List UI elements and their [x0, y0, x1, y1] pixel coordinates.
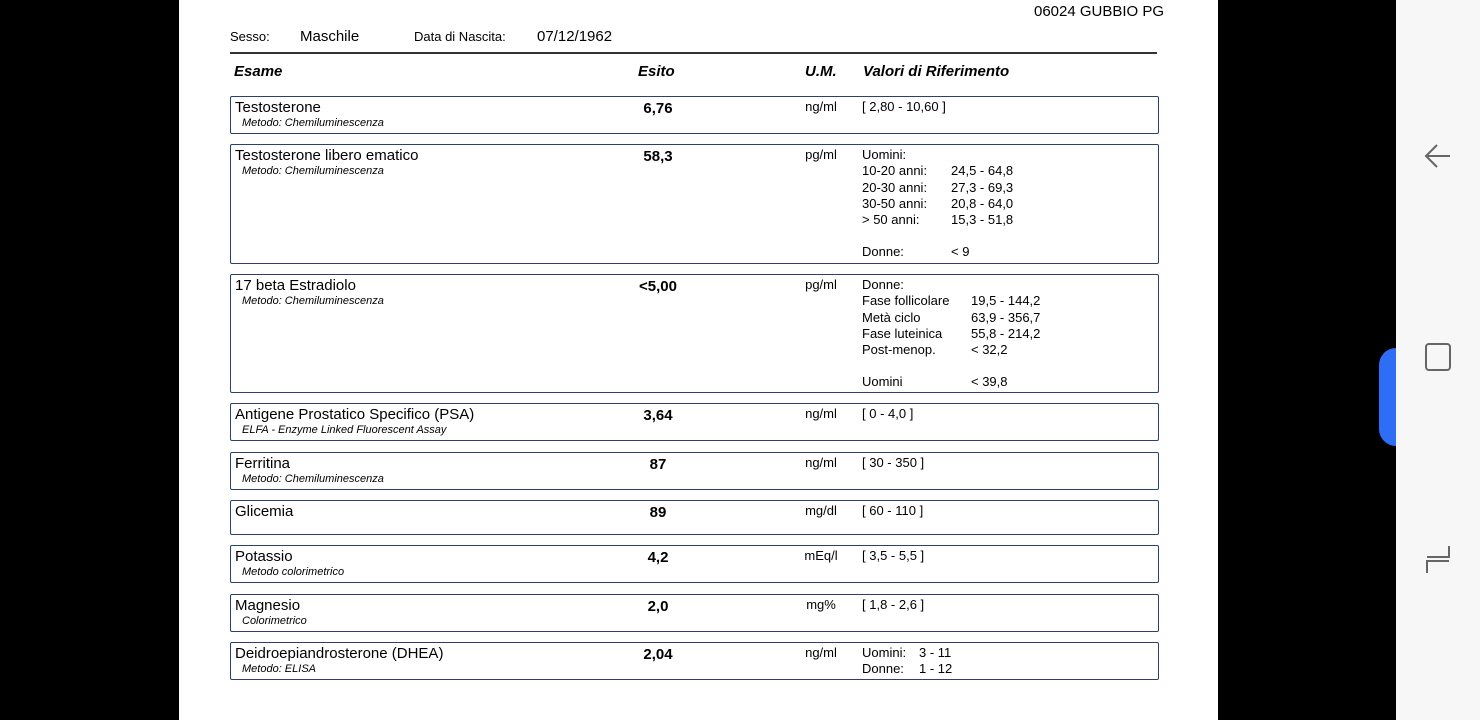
reference-value: 1 - 12	[919, 661, 953, 677]
back-icon[interactable]	[1422, 140, 1454, 172]
reference-value: < 32,2	[971, 342, 1008, 358]
report-page	[179, 0, 1218, 720]
test-method: ELFA - Enzyme Linked Fluorescent Assay	[242, 424, 447, 436]
test-row-ferritina	[230, 452, 1159, 490]
reference-value: 24,5 - 64,8	[951, 163, 1014, 179]
reference-label: [ 3,5 - 5,5 ]	[862, 548, 925, 563]
reference-label: [ 1,8 - 2,6 ]	[862, 597, 925, 612]
test-row-glicemia	[230, 500, 1159, 535]
sex-value: Maschile	[300, 28, 360, 45]
test-name: Ferritina	[235, 455, 291, 472]
edge-panel-handle[interactable]	[1379, 348, 1396, 446]
reference-label: [ 0 - 4,0 ]	[862, 406, 914, 421]
test-unit: pg/ml	[805, 147, 837, 162]
test-row-estradiolo	[230, 274, 1159, 393]
test-result: <5,00	[639, 278, 677, 295]
reference-label: Uomini:	[862, 645, 907, 660]
test-result: 58,3	[643, 148, 673, 165]
sex-label: Sesso:	[230, 29, 270, 44]
col-unit: U.M.	[805, 63, 837, 80]
reference-label: > 50 anni:	[862, 212, 920, 228]
test-unit: mg/dl	[805, 503, 837, 518]
dob-value: 07/12/1962	[537, 28, 613, 45]
test-method: Colorimetrico	[242, 615, 307, 627]
test-row-testosterone	[230, 96, 1159, 134]
test-unit: mg%	[806, 597, 836, 612]
test-method: Metodo: ELISA	[242, 663, 316, 675]
col-result: Esito	[638, 63, 675, 80]
reference-label: 20-30 anni:	[862, 179, 928, 195]
col-exam: Esame	[234, 63, 283, 80]
test-result: 6,76	[643, 100, 673, 117]
test-unit: pg/ml	[805, 277, 837, 292]
home-icon[interactable]	[1422, 543, 1454, 575]
reference-label: Uomini	[862, 374, 903, 390]
reference-label: Donne:	[862, 244, 904, 260]
test-unit: ng/ml	[805, 455, 837, 470]
col-reference: Valori di Riferimento	[863, 63, 1010, 80]
reference-label: Metà ciclo	[862, 309, 921, 325]
reference-value: 63,9 - 356,7	[971, 309, 1041, 325]
reference-label: Fase luteinica	[862, 325, 943, 341]
test-unit: ng/ml	[805, 99, 837, 114]
test-result: 4,2	[647, 549, 669, 566]
reference-label: Fase follicolare	[862, 293, 950, 309]
reference-value: < 9	[951, 244, 970, 260]
test-name: Deidroepiandrosterone (DHEA)	[235, 645, 444, 662]
test-unit: ng/ml	[805, 645, 837, 660]
test-method: Metodo colorimetrico	[242, 566, 345, 578]
test-method: Metodo: Chemiluminescenza	[242, 473, 384, 485]
test-name: Magnesio	[235, 597, 301, 614]
reference-label: Post-menop.	[862, 342, 936, 358]
test-row-dhea	[230, 642, 1159, 680]
test-unit: ng/ml	[805, 406, 837, 421]
reference-value: 20,8 - 64,0	[951, 195, 1014, 211]
test-result: 87	[649, 456, 667, 473]
test-method: Metodo: Chemiluminescenza	[242, 295, 384, 307]
test-name: Testosterone libero ematico	[235, 147, 419, 164]
test-name: Potassio	[235, 548, 293, 565]
reference-label: 10-20 anni:	[862, 163, 928, 179]
test-row-magnesio	[230, 594, 1159, 632]
test-name: Antigene Prostatico Specifico (PSA)	[235, 406, 475, 423]
reference-value: 3 - 11	[919, 645, 952, 660]
test-row-testosterone-libero	[230, 144, 1159, 264]
table-header	[230, 63, 1161, 83]
test-result: 2,04	[643, 646, 673, 663]
test-result: 2,0	[647, 598, 669, 615]
header-divider	[230, 52, 1157, 54]
test-row-potassio	[230, 545, 1159, 583]
reference-value: 27,3 - 69,3	[951, 179, 1014, 195]
reference-label: Donne:	[862, 277, 904, 292]
reference-label: 30-50 anni:	[862, 195, 928, 211]
patient-info	[230, 27, 1157, 47]
reference-value: 55,8 - 214,2	[971, 325, 1041, 341]
reference-label: [ 60 - 110 ]	[862, 503, 924, 518]
navigation-bar	[1396, 0, 1480, 720]
test-unit: mEq/l	[804, 548, 838, 563]
reference-label: Uomini:	[862, 147, 907, 162]
test-name: Glicemia	[235, 503, 294, 520]
dob-label: Data di Nascita:	[414, 29, 506, 44]
test-name: Testosterone	[235, 99, 321, 116]
test-row-psa	[230, 403, 1159, 441]
reference-label: [ 30 - 350 ]	[862, 455, 925, 470]
lab-address: 06024 GUBBIO PG	[1034, 3, 1165, 20]
test-method: Metodo: Chemiluminescenza	[242, 117, 384, 129]
reference-value: 19,5 - 144,2	[971, 293, 1041, 309]
reference-label: [ 2,80 - 10,60 ]	[862, 99, 946, 114]
reference-value: 15,3 - 51,8	[951, 212, 1014, 228]
reference-label: Donne:	[862, 661, 904, 677]
test-result: 89	[649, 504, 667, 521]
recents-icon[interactable]	[1422, 341, 1454, 373]
test-name: 17 beta Estradiolo	[235, 277, 356, 294]
test-result: 3,64	[643, 407, 673, 424]
test-method: Metodo: Chemiluminescenza	[242, 165, 384, 177]
reference-value: < 39,8	[971, 374, 1008, 390]
